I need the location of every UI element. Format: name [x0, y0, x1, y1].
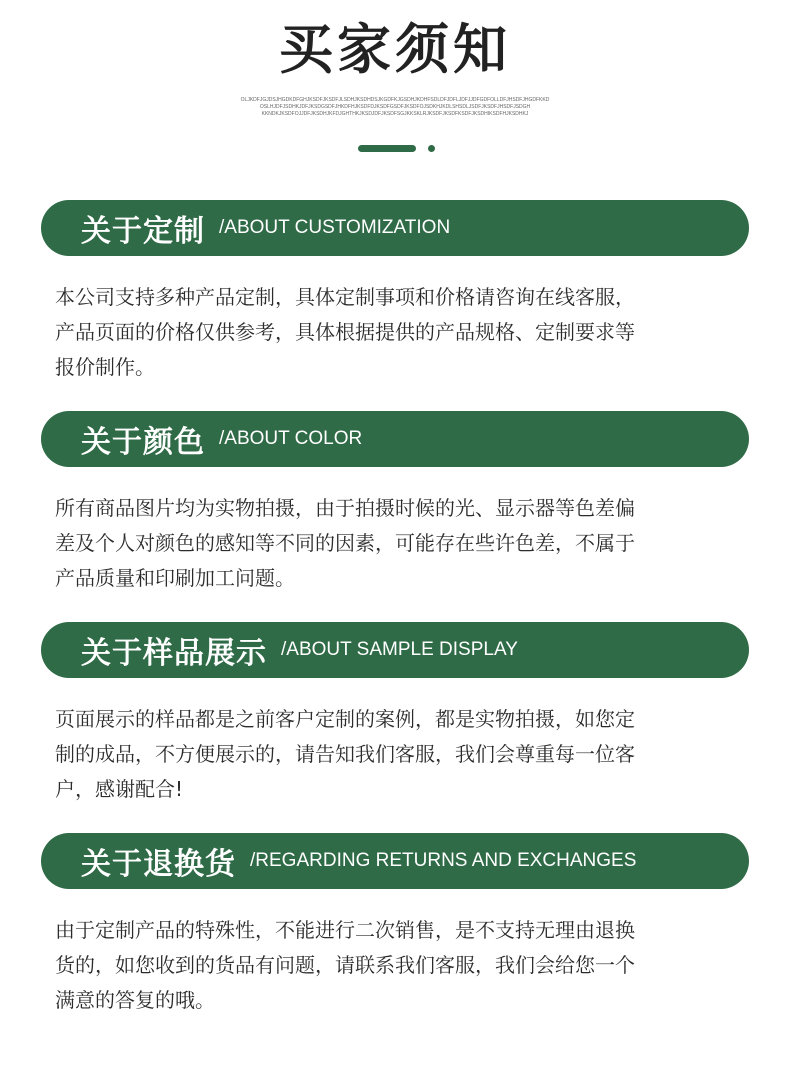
body-line: 制的成品，不方便展示的，请告知我们客服，我们会尊重每一位客 [55, 742, 635, 766]
section-body-returns [55, 913, 745, 1018]
subtitle-line: OSLHJDFJSDHKJDFJKSDGSDFJHKDFHJKSDFDJKSDFGSDFJKSDFOJSDKHJKDLSHSDLJSDFJKSDFJHSDFJSDGH [259, 104, 531, 110]
section-header-customization [41, 200, 749, 256]
section-title-cn: 关于定制 [81, 214, 205, 249]
section-title-en: /ABOUT SAMPLE DISPLAY [281, 639, 518, 660]
body-line: 产品页面的价格仅供参考，具体根据提供的产品规格、定制要求等 [55, 320, 635, 344]
body-line: 货的，如您收到的货品有问题，请联系我们客服，我们会给您一个 [55, 953, 635, 977]
body-line: 户，感谢配合! [55, 777, 184, 801]
body-line: 页面展示的样品都是之前客户定制的案例，都是实物拍摄，如您定 [55, 707, 635, 731]
body-line: 满意的答复的哦。 [55, 988, 215, 1012]
body-line: 产品质量和印刷加工问题。 [55, 566, 295, 590]
section-body-color [55, 491, 745, 596]
subtitle-line: KKNDKJKSDFOJJDFJKSDHJKFDJGHTHKJKSDJDFJKSDFSGJKKSKLRJKSDFJKSDFKSDFJKSDHIKSDFHJKSDHKJ [261, 111, 529, 117]
page-title: 买家须知 [279, 18, 511, 81]
section-title-cn: 关于退换货 [81, 847, 236, 882]
section-header-sample-display [41, 622, 749, 678]
section-title-en: /ABOUT CUSTOMIZATION [219, 217, 451, 238]
section-body-sample-display [55, 702, 745, 807]
body-line: 所有商品图片均为实物拍摄，由于拍摄时候的光、显示器等色差偏 [55, 496, 635, 520]
section-title-en: /REGARDING RETURNS AND EXCHANGES [250, 850, 637, 871]
decorative-bar [358, 145, 416, 152]
section-body-customization [55, 280, 745, 385]
body-line: 差及个人对颜色的感知等不同的因素，可能存在些许色差，不属于 [55, 531, 635, 555]
section-header-color [41, 411, 749, 467]
body-line: 由于定制产品的特殊性，不能进行二次销售，是不支持无理由退换 [55, 918, 635, 942]
body-line: 本公司支持多种产品定制，具体定制事项和价格请咨询在线客服， [55, 285, 635, 309]
decorative-dot [428, 145, 435, 152]
subtitle-line: OLJKDFJGJDSJHGDKDFGHJKSDFJKSDFJLSDHJKSDHDSJKGDFKJGSDHJKDHFSDLDFJDFLJDFJJDFGDFOLLDFJHSDFJHGDFKKD [240, 97, 550, 103]
body-line: 报价制作。 [55, 355, 155, 379]
section-title-cn: 关于颜色 [81, 425, 205, 460]
section-title-en: /ABOUT COLOR [219, 428, 363, 449]
section-header-returns [41, 833, 749, 889]
section-title-cn: 关于样品展示 [81, 636, 267, 671]
